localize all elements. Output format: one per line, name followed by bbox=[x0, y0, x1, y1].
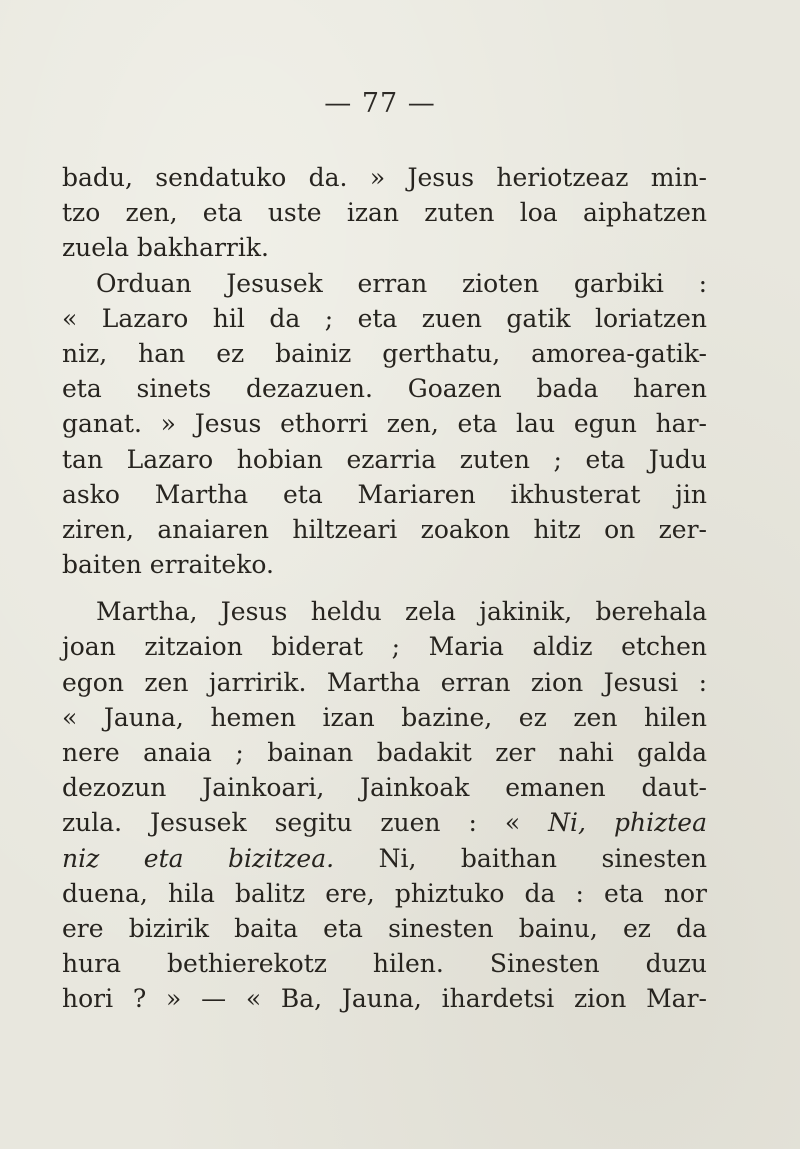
text-line bbox=[62, 981, 707, 1016]
text-segment: Orduan Jesusek erran zioten garbiki : bbox=[96, 268, 707, 298]
italic-phrase: Ni, phiztea bbox=[548, 808, 707, 838]
text-line bbox=[62, 700, 707, 735]
text-line bbox=[62, 665, 707, 700]
text-segment: Ni, baithan sinesten bbox=[334, 843, 707, 873]
text-segment: nere anaia ; bainan badakit zer nahi galda bbox=[62, 738, 707, 767]
text-line bbox=[62, 876, 707, 911]
text-line bbox=[62, 336, 707, 371]
text-line bbox=[62, 735, 707, 770]
text-segment: joan zitzaion biderat ; Maria aldiz etchen bbox=[62, 632, 707, 662]
text-segment: ziren, anaiaren hiltzeari zoakon hitz on zer- bbox=[62, 514, 707, 544]
text-segment: eta sinets dezazuen. Goazen bada haren bbox=[62, 374, 707, 404]
text-segment: hori ? » — « Ba, Jauna, ihardetsi zion Mar- bbox=[62, 984, 707, 1014]
text-segment: « Jauna, hemen izan bazine, ez zen hilen bbox=[62, 702, 707, 732]
text-line bbox=[62, 160, 707, 195]
text-line bbox=[62, 230, 707, 265]
text-segment: duena, hila balitz ere, phiztuko da : eta nor bbox=[62, 878, 707, 908]
text-line bbox=[62, 477, 707, 512]
text-segment: hura bethierekotz hilen. Sinesten duzu bbox=[62, 949, 707, 979]
text-segment: niz, han ez bainiz gerthatu, amorea-gatik- bbox=[62, 338, 707, 368]
text-segment: baiten erraiteko. bbox=[62, 550, 274, 580]
text-line bbox=[62, 629, 707, 664]
text-segment: « Lazaro hil da ; eta zuen gatik loriatzen bbox=[62, 303, 707, 333]
text-line bbox=[62, 594, 707, 629]
text-line bbox=[62, 266, 707, 301]
text-line bbox=[62, 406, 707, 441]
text-line bbox=[62, 195, 707, 230]
text-segment: dezozun Jainkoari, Jainkoak emanen daut- bbox=[62, 773, 707, 803]
text-line bbox=[62, 371, 707, 406]
text-line bbox=[62, 946, 707, 981]
text-segment: Martha, Jesus heldu zela jakinik, berehala bbox=[96, 597, 707, 627]
text-segment: ganat. » Jesus ethorri zen, eta lau egun har- bbox=[62, 409, 707, 439]
body-text bbox=[62, 160, 707, 1017]
text-segment: zula. Jesusek segitu zuen : « bbox=[62, 808, 549, 838]
page-number: — 77 — bbox=[324, 88, 436, 119]
text-line bbox=[62, 547, 707, 582]
text-segment: ere bizirik baita eta sinesten bainu, ez da bbox=[62, 913, 707, 943]
text-line bbox=[62, 911, 707, 946]
text-line bbox=[62, 770, 707, 805]
text-segment: asko Martha eta Mariaren ikhusterat jin bbox=[62, 479, 707, 509]
text-line bbox=[62, 442, 707, 477]
text-segment: zuela bakharrik. bbox=[62, 233, 269, 263]
text-line bbox=[62, 805, 707, 840]
text-line bbox=[62, 512, 707, 547]
italic-phrase: niz eta bizitzea. bbox=[62, 843, 335, 873]
text-segment: badu, sendatuko da. » Jesus heriotzeaz min- bbox=[62, 163, 707, 192]
text-line bbox=[62, 301, 707, 336]
text-line bbox=[62, 841, 707, 876]
text-segment: egon zen jarririk. Martha erran zion Jesusi : bbox=[62, 667, 707, 697]
text-segment: tzo zen, eta uste izan zuten loa aiphatzen bbox=[62, 198, 707, 228]
text-segment: tan Lazaro hobian ezarria zuten ; eta Judu bbox=[62, 444, 707, 474]
